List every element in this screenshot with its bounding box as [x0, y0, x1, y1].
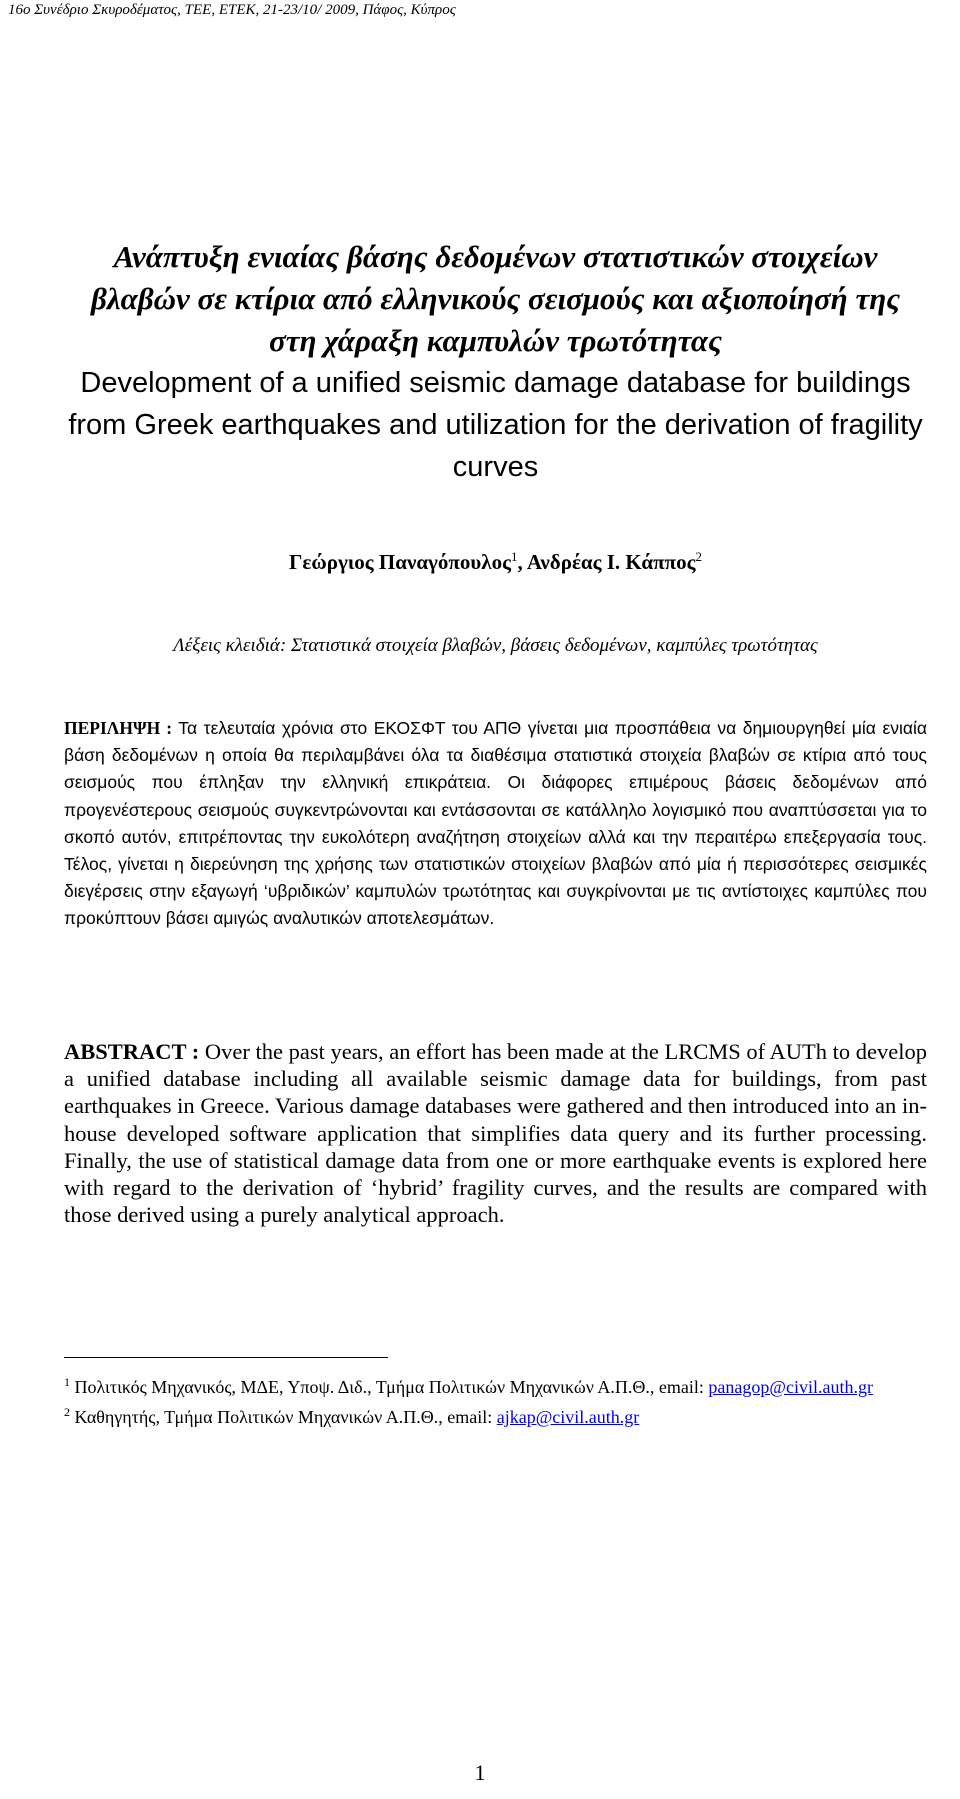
author-1-mark: 1 — [510, 549, 518, 564]
footnote-1-mark: 1 — [64, 1375, 70, 1389]
keywords: Λέξεις κλειδιά: Στατιστικά στοιχεία βλαβών, βάσεις δεδομένων, καμπύλες τρωτότητας — [173, 635, 818, 656]
footnote-2-email-link[interactable]: ajkap@civil.auth.gr — [496, 1407, 640, 1427]
footnote-1-text: Πολιτικός Μηχανικός, ΜΔΕ, Υποψ. Διδ., Τμήμα Πολιτικών Μηχανικών Α.Π.Θ., email: — [74, 1377, 709, 1397]
footnote-2-text: Καθηγητής, Τμήμα Πολιτικών Μηχανικών Α.Π.Θ., email: — [74, 1407, 497, 1427]
footnote-1 — [64, 1370, 927, 1400]
footnote-1-email-link[interactable]: panagop@civil.auth.gr — [708, 1377, 873, 1397]
abstract-english — [64, 1038, 927, 1228]
footnote-divider — [64, 1357, 388, 1358]
author-2-mark: 2 — [695, 549, 702, 564]
author-1-name: Γεώργιος Παναγόπουλος — [289, 550, 511, 574]
title-greek: Ανάπτυξη ενιαίας βάσης δεδομένων στατιστικών στοιχείων βλαβών σε κτίρια από ελληνικούς σεισμούς και αξιοποίησή της στη χάραξη καμπυλών τρωτότητας — [90, 239, 901, 358]
page-number: 1 — [474, 1760, 486, 1785]
abstract-greek-text: Τα τελευταία χρόνια στο ΕΚΟΣΦΤ του ΑΠΘ γίνεται μια προσπάθεια να δημιουργηθεί μία ενιαία βάση δεδομένων η οποία θα περιλαμβάνει όλα τα διαθέσιμα στατιστικά στοιχεία βλαβών σε κτίρια από τους σεισμούς που έπληξαν την ελληνική επικράτεια. Οι διάφορες επιμέρους βάσεις δεδομένων από προγενέστερους σεισμούς συγκεντρώνονται και εντάσσονται σε κατάλληλο λογισμικό που αναπτύσσεται για το σκοπό αυτόν, επιτρέποντας την ευκολότερη αναζήτηση στοιχείων αλλά και την περαιτέρω επεξεργασία τους. Τέλος, γίνεται η διερεύνηση της χρήσης των στατιστικών στοιχείων βλαβών από μία ή περισσότερες σεισμικές διεγέρσεις στην εξαγωγή ‘υβριδικών’ καμπυλών τρωτότητας και συγκρίνονται με τις αντίστοιχες καμπύλες που προκύπτουν βάσει αμιγώς αναλυτικών αποτελεσμάτων. — [64, 718, 928, 929]
abstract-english-text: Over the past years, an effort has been made at the LRCMS of AUTh to develop a unified database including all available seismic damage data for buildings, from past earthquakes in Greece. Various damage databases were gathered and then introduced into an in-house developed software application that simplifies data query and its further processing. Finally, the use of statistical damage data from one or more earthquake events is explored here with regard to the derivation of ‘hybrid’ fragility curves, and the results are compared with those derived using a purely analytical approach. — [64, 1039, 928, 1228]
conference-header: 16ο Συνέδριο Σκυροδέματος, ΤΕΕ, ΕΤΕΚ, 21-23/10/ 2009, Πάφος, Κύπρος — [8, 2, 456, 18]
author-2-name: Ανδρέας Ι. Κάππος — [526, 550, 696, 574]
abstract-english-label: ABSTRACT : — [64, 1039, 200, 1064]
footnote-2 — [64, 1400, 927, 1430]
footnotes — [64, 1370, 927, 1430]
footnote-2-mark: 2 — [64, 1405, 70, 1419]
title-english: Development of a unified seismic damage database for buildings from Greek earthquakes and utilization for the derivation of fragility curves — [68, 367, 923, 483]
abstract-greek — [64, 715, 927, 933]
abstract-greek-label: ΠΕΡΙΛΗΨΗ : — [64, 718, 173, 738]
authors — [64, 549, 927, 575]
author-separator: , — [517, 550, 527, 574]
